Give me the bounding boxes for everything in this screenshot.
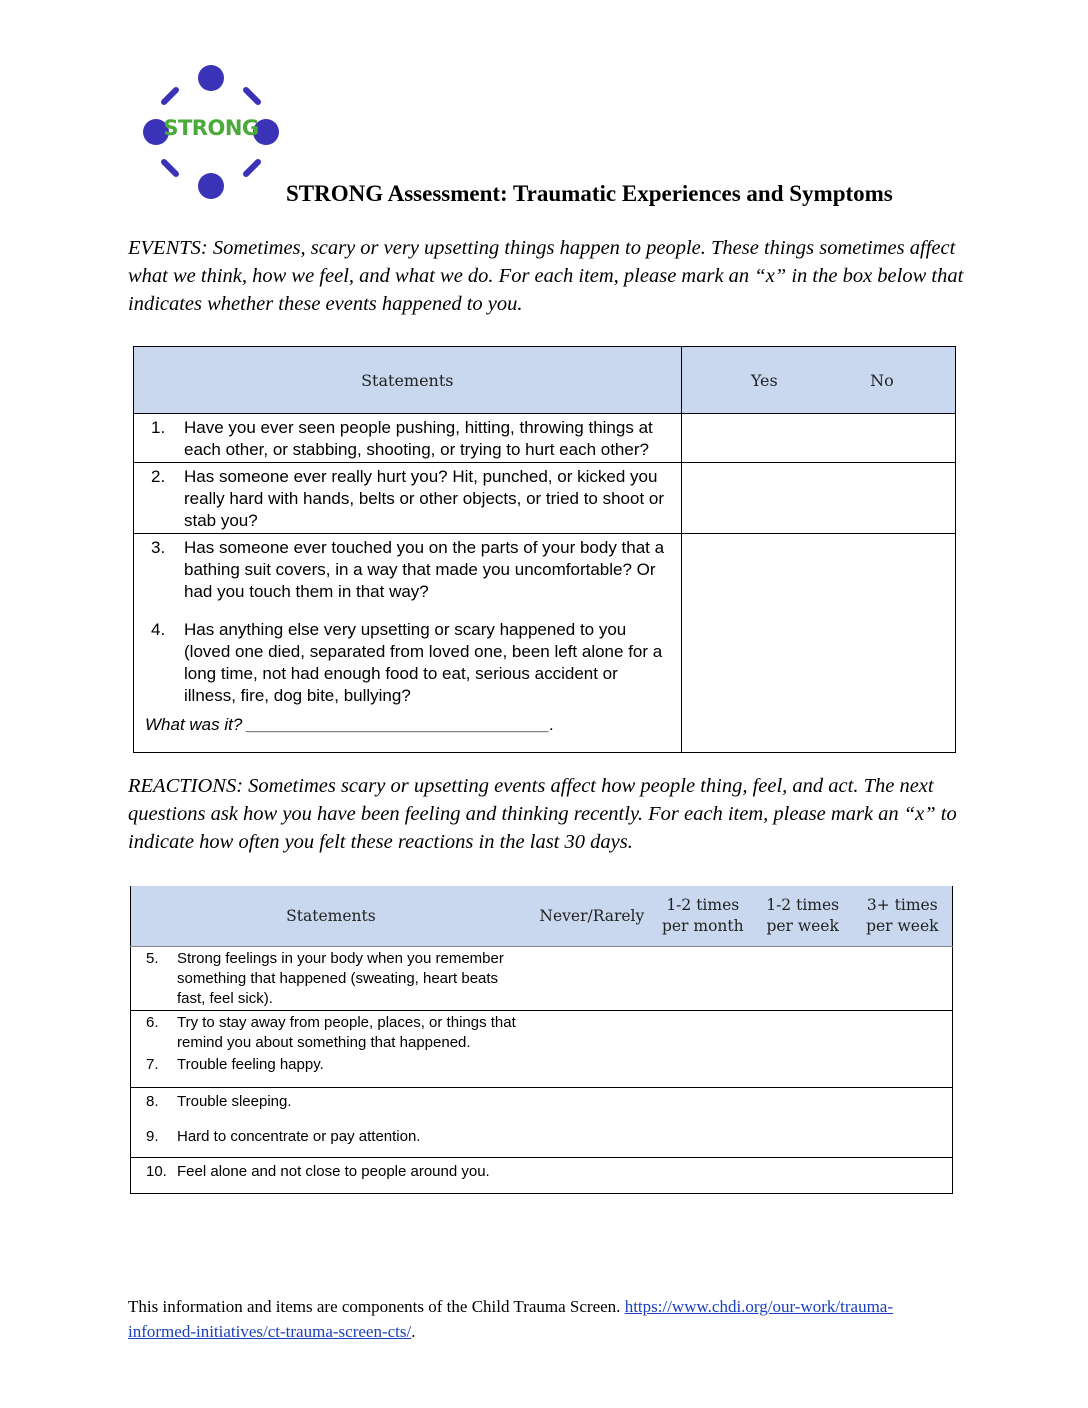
question-number: 9. [146,1128,159,1145]
question-1 [135,415,680,461]
table-row [134,534,956,753]
footer-text: This information and items are components of the Child Trauma Screen. [128,1297,625,1316]
events-header-yes: Yes [750,370,778,390]
reactions-header-month: 1-2 times per month [653,886,753,947]
table-row [134,414,956,463]
what-was-it-field[interactable]: What was it? ________________________________. [145,715,555,734]
table-row [131,1088,953,1158]
question-text: Has anything else very upsetting or scary happened to you (loved one died, separated from loved one, been left alone for a long time, not had enough food to eat, serious accident or illness, fire, dog bite, bullying? [184,620,663,705]
question-text: Hard to concentrate or pay attention. [177,1128,421,1145]
question-9 [132,1126,530,1147]
logo-text: STRONG [163,116,259,140]
question-text: Have you ever seen people pushing, hitting, throwing things at each other, or stabbing, shooting, or trying to hurt each other? [184,418,653,459]
answer-cells-8-9[interactable] [531,1088,953,1158]
events-header-statements: Statements [134,347,682,414]
question-7 [132,1054,530,1075]
question-6 [132,1012,530,1053]
question-number: 1. [151,418,166,437]
question-number: 6. [146,1014,159,1031]
answer-cells-10[interactable] [531,1158,953,1194]
question-text: Trouble feeling happy. [177,1056,324,1073]
reactions-header-never: Never/Rarely [531,886,653,947]
question-number: 10. [146,1163,167,1180]
events-table [133,346,956,753]
question-4 [135,617,680,707]
events-header-yes-no [681,347,955,414]
question-number: 5. [146,950,159,967]
question-number: 2. [151,467,166,486]
events-intro: EVENTS: Sometimes, scary or very upsetting things happen to people. These things sometimes affect what we think, how we feel, and what we do. For each item, please mark an “x” in the box below that indicates whether these events happened to you. [128,237,964,315]
question-number: 4. [151,620,166,639]
reactions-header-three-plus: 3+ times per week [853,886,953,947]
answer-cells-6-7[interactable] [531,1011,953,1088]
strong-logo [140,62,282,204]
reactions-header-week: 1-2 times per week [753,886,853,947]
question-number: 3. [151,538,166,557]
reactions-intro: REACTIONS: Sometimes scary or upsetting events affect how people thing, feel, and act. The next questions ask how you have been feeling and thinking recently. For each item, please mark an “x” to indicate how often you felt these reactions in the last 30 days. [128,775,957,853]
reactions-header-statements: Statements [131,886,531,947]
question-10 [132,1161,530,1182]
answer-cell-3-4[interactable] [681,534,955,753]
table-row [131,1011,953,1088]
question-text: Trouble sleeping. [177,1093,292,1110]
question-text: Has someone ever touched you on the parts of your body that a bathing suit covers, in a way that made you uncomfortable? Or had you touch them in that way? [184,538,665,601]
question-8 [132,1091,530,1112]
footer-period: . [411,1322,416,1341]
footer-note [128,1294,948,1344]
question-number: 7. [146,1056,159,1073]
question-text: Feel alone and not close to people around you. [177,1163,490,1180]
question-number: 8. [146,1093,159,1110]
answer-cells-5[interactable] [531,947,953,1011]
page-title: STRONG Assessment: Traumatic Experiences and Symptoms [286,181,893,206]
question-2 [135,464,680,532]
footer-link[interactable]: https://www.chdi.org/our-work/trauma-informed-initiatives/ct-trauma-screen-cts/ [128,1297,893,1341]
question-text: Has someone ever really hurt you? Hit, punched, or kicked you really hard with hands, belts or other objects, or tried to shoot or stab you? [184,467,665,530]
question-5 [132,948,530,1009]
question-text: Try to stay away from people, places, or things that remind you about something that happened. [177,1014,516,1051]
table-row [134,463,956,534]
table-row [131,1158,953,1194]
table-row [131,947,953,1011]
events-header-no: No [870,370,894,390]
question-text: Strong feelings in your body when you remember something that happened (sweating, heart beats fast, feel sick). [177,950,504,1007]
answer-cell-2[interactable] [681,463,955,534]
reactions-table [130,886,953,1194]
question-3 [135,535,680,603]
answer-cell-1[interactable] [681,414,955,463]
